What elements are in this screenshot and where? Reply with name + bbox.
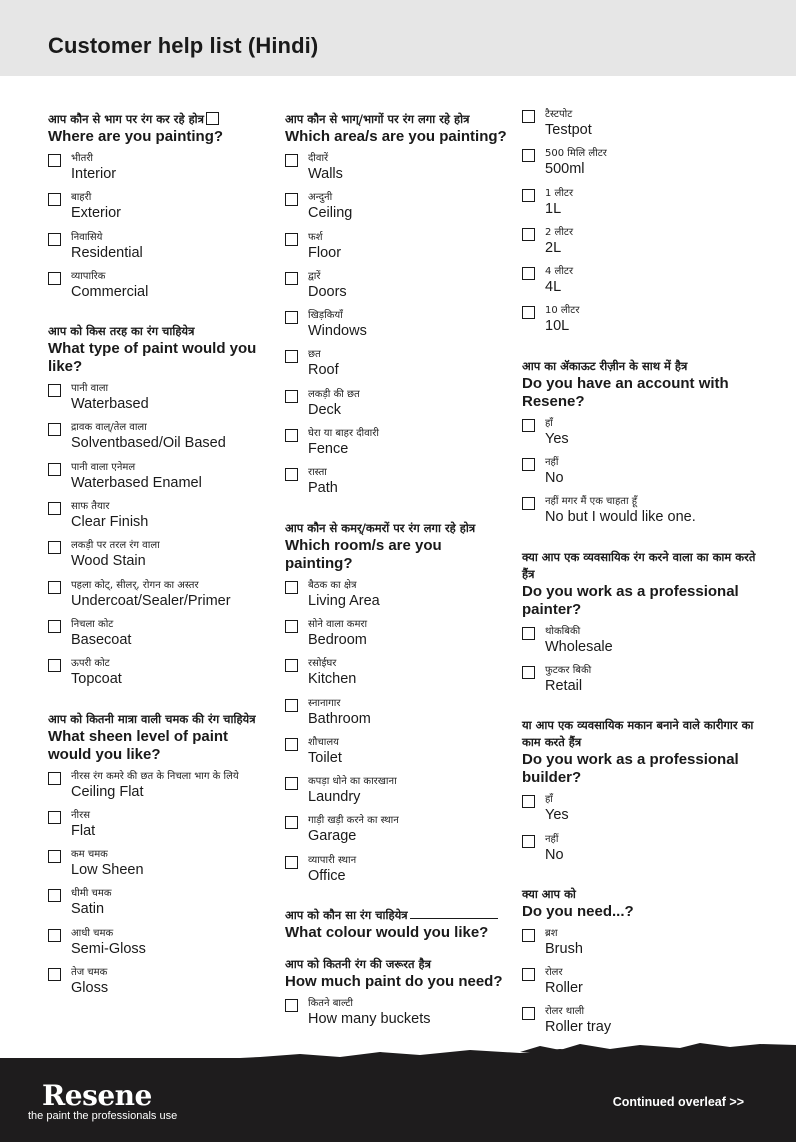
checkbox[interactable] [285, 856, 298, 869]
header-bar [0, 0, 796, 76]
question-hindi: आप कौन से कमर्/कमरों पर रंग लगा रहे होत्र [285, 520, 476, 535]
checkbox[interactable] [522, 929, 535, 942]
option-label-hindi: कम चमक [71, 849, 108, 861]
question-hindi: क्या आप को [522, 886, 576, 901]
checkbox[interactable] [48, 772, 61, 785]
checkbox[interactable] [522, 627, 535, 640]
option-label-english: Semi-Gloss [71, 940, 146, 957]
option-label-hindi: साफ तैयार [71, 501, 110, 513]
option-label-hindi: फुटकर बिकी [545, 664, 592, 676]
option-label-hindi: तेज चमक [71, 967, 108, 979]
checkbox[interactable] [522, 149, 535, 162]
option-label-hindi: द्रावक वाल्/तेल वाला [71, 422, 147, 434]
option-item[interactable] [48, 927, 273, 966]
option-label-hindi: 4 लीटर [545, 266, 574, 278]
question-section [285, 956, 510, 1036]
option-label-hindi: निचला कोट [71, 618, 114, 630]
option-item[interactable] [285, 309, 510, 348]
question-hindi: आप को कितनी रंग की जरूरत हैत्र [285, 957, 432, 972]
question-section [285, 520, 510, 893]
checkbox[interactable] [285, 738, 298, 751]
option-label-hindi: थोकबिकी [545, 625, 581, 637]
checkbox[interactable] [522, 228, 535, 241]
option-item[interactable] [48, 231, 273, 270]
option-label-hindi: रोलर [545, 967, 563, 979]
option-label-hindi: छत [308, 349, 321, 361]
question-section [522, 886, 757, 1045]
checkbox[interactable] [285, 581, 298, 594]
question-section [285, 111, 510, 506]
option-label-hindi: टैस्टपोट [545, 109, 573, 120]
option-label-hindi: कपड़ा धोने का कारखाना [308, 776, 397, 788]
option-label-english: 500ml [545, 161, 585, 178]
option-item[interactable] [522, 625, 757, 664]
checkbox[interactable] [522, 497, 535, 510]
checkbox[interactable] [48, 233, 61, 246]
checkbox[interactable] [522, 835, 535, 848]
option-item[interactable] [285, 231, 510, 270]
option-label-hindi: हाँ [545, 794, 553, 806]
checkbox[interactable] [48, 850, 61, 863]
option-label-english: Waterbased [71, 396, 149, 413]
option-label-hindi: अन्दुनी [308, 192, 333, 204]
option-item[interactable] [522, 456, 757, 495]
option-label-english: Fence [308, 441, 349, 458]
question-section [48, 111, 273, 309]
option-item[interactable] [522, 265, 757, 304]
option-label-hindi: बाहरी [71, 192, 92, 204]
option-label-hindi: 10 लीटर [545, 305, 580, 317]
checkbox[interactable] [48, 272, 61, 285]
option-label-english: Basecoat [71, 631, 132, 648]
option-label-english: Testpot [545, 122, 592, 138]
option-label-english: Toilet [308, 749, 342, 766]
option-label-english: Doors [308, 283, 347, 300]
option-label-hindi: दीवारें [308, 153, 329, 164]
page-title: Customer help list (Hindi) [48, 33, 319, 58]
option-label-english: Wholesale [545, 638, 613, 655]
checkbox[interactable] [285, 659, 298, 672]
option-item[interactable] [522, 833, 757, 872]
option-label-english: 10L [545, 318, 570, 335]
checkbox[interactable] [522, 267, 535, 280]
option-item[interactable] [48, 152, 273, 191]
option-label-hindi: पहला कोट्, सीलर्, रोगन का अस्तर [71, 579, 199, 591]
checkbox[interactable] [285, 468, 298, 481]
checkbox[interactable] [522, 189, 535, 202]
question-section [522, 358, 757, 535]
option-item[interactable] [522, 304, 757, 343]
option-label-hindi: पानी वाला एनेमल [71, 461, 136, 473]
checkbox[interactable] [285, 154, 298, 167]
question-hindi: आप को कौन सा रंग चाहियेत्र [285, 907, 510, 924]
option-item[interactable] [285, 348, 510, 387]
option-label-english: Gloss [71, 980, 109, 997]
option-item[interactable] [285, 775, 510, 814]
option-label-hindi: लकड़ी पर तरल रंग वाला [71, 540, 160, 552]
checkbox[interactable] [522, 458, 535, 471]
question-hindi: आप कौन से भाग पर रंग कर रहे होत्र [48, 111, 273, 128]
checkbox[interactable] [48, 423, 61, 436]
column-3 [522, 108, 757, 1059]
option-item[interactable] [285, 427, 510, 466]
question-english: Which area/s are you painting? [285, 128, 507, 145]
option-label-hindi: नहीं [545, 833, 559, 845]
column-2 [285, 108, 510, 1050]
option-label-hindi: शौचालय [308, 736, 339, 748]
option-item[interactable] [522, 793, 757, 832]
option-label-english: Ceiling Flat [71, 783, 144, 800]
question-hindi: आप कौन से भाग्/भागों पर रंग लगा रहे होत्र [285, 112, 470, 126]
option-item[interactable] [48, 887, 273, 926]
option-label-english: Deck [308, 401, 342, 418]
option-label-english: No [545, 846, 564, 863]
option-label-english: Walls [308, 166, 343, 182]
option-label-english: Solventbased/Oil Based [71, 435, 226, 452]
option-item[interactable] [48, 966, 273, 1005]
logo-tagline: the paint the professionals use [28, 1110, 178, 1122]
option-item[interactable] [285, 736, 510, 775]
question-section [522, 717, 757, 872]
option-item[interactable] [522, 147, 757, 186]
option-label-hindi: व्यापारी स्थान [308, 854, 357, 866]
option-label-hindi: 1 लीटर [545, 187, 574, 199]
checkbox[interactable] [48, 659, 61, 672]
question-english: Where are you painting? [48, 128, 224, 145]
option-label-hindi: रास्ता [308, 467, 327, 479]
option-label-english: Path [308, 480, 338, 497]
checkbox[interactable] [285, 699, 298, 712]
checkbox[interactable] [48, 193, 61, 206]
option-label-english: Ceiling [308, 205, 353, 222]
option-label-hindi: नीरस [71, 809, 90, 821]
question-section [285, 907, 510, 942]
checkbox[interactable] [48, 541, 61, 554]
option-label-english: Laundry [308, 789, 361, 806]
option-item[interactable] [48, 848, 273, 887]
option-item[interactable] [522, 927, 757, 966]
option-item[interactable] [48, 382, 273, 421]
option-label-english: Bedroom [308, 631, 367, 648]
checkbox[interactable] [48, 620, 61, 633]
option-item[interactable] [522, 966, 757, 1005]
checkbox[interactable] [522, 110, 535, 123]
checkbox[interactable] [285, 999, 298, 1012]
option-item[interactable] [522, 417, 757, 456]
question-section [48, 711, 273, 1006]
option-label-english: 1L [545, 200, 562, 217]
option-item[interactable] [522, 226, 757, 265]
option-label-english: Kitchen [308, 671, 357, 688]
option-item[interactable] [285, 618, 510, 657]
option-label-hindi: घेरा या बाहर दीवारी [308, 428, 379, 440]
question-english: Do you work as a professional builder? [522, 751, 739, 787]
option-label-english: Waterbased Enamel [71, 474, 202, 491]
continued-overleaf-text: Continued overleaf >> [612, 1095, 744, 1109]
option-item[interactable] [285, 270, 510, 309]
option-label-english: Clear Finish [71, 514, 149, 531]
question-english: What colour would you like? [285, 924, 489, 942]
option-label-english: Exterior [71, 205, 121, 222]
option-item[interactable] [285, 466, 510, 505]
option-label-hindi: ऊपरी कोट [71, 658, 110, 670]
checkbox[interactable] [285, 429, 298, 442]
option-item[interactable] [48, 539, 273, 578]
option-label-hindi: फर्श [308, 231, 323, 243]
option-label-english: Wood Stain [71, 553, 146, 570]
option-label-english: Roof [308, 362, 339, 379]
option-label-hindi: नहीं मगर मैं एक चाहता हूँ [545, 496, 638, 508]
question-section [522, 549, 757, 704]
option-label-hindi: व्यापारिक [71, 270, 106, 282]
option-item[interactable] [48, 500, 273, 539]
option-label-hindi: ब्रश [545, 927, 558, 939]
option-label-english: Retail [545, 677, 583, 694]
checkbox[interactable] [522, 306, 535, 319]
option-item[interactable] [285, 657, 510, 696]
option-label-english: No [545, 470, 564, 487]
option-label-english: Yes [545, 430, 569, 447]
question-english: Do you need...? [522, 902, 634, 920]
option-item[interactable] [48, 579, 273, 618]
option-item[interactable] [48, 270, 273, 309]
option-item[interactable] [48, 770, 273, 809]
option-item[interactable] [522, 187, 757, 226]
checkbox[interactable] [48, 154, 61, 167]
option-label-hindi: आधी चमक [71, 927, 114, 939]
option-label-english: 4L [545, 279, 562, 296]
option-item[interactable] [48, 657, 273, 696]
question-hindi: आप का ॲकाऊट रीज़ीन के साथ में हैत्र [522, 358, 688, 373]
checkbox[interactable] [522, 968, 535, 981]
checkbox[interactable] [285, 272, 298, 285]
option-label-hindi: 2 लीटर [545, 226, 574, 238]
checkbox[interactable] [285, 350, 298, 363]
checkbox[interactable] [522, 666, 535, 679]
question-section [522, 108, 757, 344]
checkbox[interactable] [48, 463, 61, 476]
question-english: What type of paint would you like? [48, 340, 257, 376]
checkbox[interactable] [48, 889, 61, 902]
option-label-hindi: हाँ [545, 417, 553, 429]
checkbox[interactable] [285, 233, 298, 246]
option-item[interactable] [522, 1005, 757, 1044]
option-item[interactable] [285, 388, 510, 427]
option-label-english: Commercial [71, 283, 149, 300]
option-label-english: How many buckets [308, 1011, 431, 1028]
option-label-english: Flat [71, 822, 96, 839]
option-label-hindi: स्नानागार [308, 697, 341, 709]
option-label-english: Undercoat/Sealer/Primer [71, 592, 231, 609]
option-label-english: Interior [71, 166, 117, 182]
option-label-hindi: रोलर थाली [545, 1006, 585, 1018]
option-item[interactable] [285, 814, 510, 853]
option-item[interactable] [285, 697, 510, 736]
option-label-hindi: पानी वाला [71, 383, 109, 395]
checkbox[interactable] [48, 384, 61, 397]
checkbox[interactable] [48, 811, 61, 824]
checkbox[interactable] [48, 502, 61, 515]
question-english: Do you have an account with Resene? [522, 374, 729, 410]
question-hindi: क्या आप एक व्यवसायिक रंग करने वाला का काम करते हैंत्र [522, 549, 756, 581]
option-label-english: Bathroom [308, 710, 371, 727]
question-section [48, 323, 273, 696]
option-label-hindi: नहीं [545, 457, 559, 469]
question-hindi: आप को कितनी मात्रा वाली चमक की रंग चाहियेत्र [48, 711, 256, 726]
checkbox[interactable] [48, 581, 61, 594]
checkbox[interactable] [285, 193, 298, 206]
option-label-hindi: खिड़कियाँ [308, 310, 343, 322]
question-hindi: आप को किस तरह का रंग चाहियेत्र [48, 324, 195, 339]
option-item[interactable] [522, 495, 757, 534]
option-label-hindi: सोने वाला कमरा [308, 618, 368, 630]
option-label-english: Garage [308, 828, 357, 845]
option-item[interactable] [285, 152, 510, 191]
option-label-english: Windows [308, 323, 367, 340]
question-english: Which room/s are you painting? [285, 536, 442, 572]
option-item[interactable] [48, 191, 273, 230]
question-english: What sheen level of paint would you like? [48, 727, 229, 763]
checkbox[interactable] [522, 1007, 535, 1020]
checkbox[interactable] [522, 419, 535, 432]
checkbox[interactable] [285, 777, 298, 790]
option-item[interactable] [48, 461, 273, 500]
option-label-hindi: नीरस रंग कमरे की छत के निचला भाग के लिये [71, 770, 239, 782]
option-item[interactable] [285, 854, 510, 893]
option-label-english: Floor [308, 244, 342, 261]
checkbox[interactable] [48, 929, 61, 942]
option-label-hindi: लकड़ी की छत [308, 388, 360, 400]
option-item[interactable] [285, 579, 510, 618]
option-label-english: Roller [545, 980, 583, 997]
option-label-hindi: भीतरी [71, 153, 93, 164]
option-label-english: No but I would like one. [545, 509, 696, 526]
option-label-english: Office [308, 867, 346, 884]
option-label-hindi: कितने बाल्टी [308, 998, 353, 1010]
checkbox[interactable] [285, 311, 298, 324]
column-1 [48, 108, 273, 1019]
option-label-english: Brush [545, 940, 583, 957]
checkbox[interactable] [285, 620, 298, 633]
question-english: How much paint do you need? [285, 973, 503, 991]
option-label-hindi: द्वारें [308, 270, 321, 282]
checkbox[interactable] [285, 390, 298, 403]
question-hindi: या आप एक व्यवसायिक मकान बनाने वाले कारीगार का काम करते हैंत्र [522, 718, 754, 750]
resene-logo: Resene [42, 1079, 152, 1112]
option-label-english: Living Area [308, 592, 380, 609]
option-label-english: Low Sheen [71, 862, 144, 879]
option-item[interactable] [48, 421, 273, 460]
option-item[interactable] [48, 809, 273, 848]
option-item[interactable] [285, 997, 510, 1036]
option-label-english: Topcoat [71, 671, 122, 688]
option-label-english: Residential [71, 244, 143, 261]
option-label-english: Yes [545, 807, 569, 824]
option-label-hindi: गाड़ी खड़ी करने का स्थान [308, 815, 399, 827]
option-label-english: Satin [71, 901, 105, 918]
checkbox[interactable] [48, 968, 61, 981]
option-item[interactable] [522, 664, 757, 703]
option-label-english: 2L [545, 239, 562, 256]
option-label-english: Roller tray [545, 1019, 612, 1036]
option-item[interactable] [285, 191, 510, 230]
option-label-hindi: निवासिये [71, 231, 103, 243]
option-label-hindi: 500 मिलि लीटर [545, 148, 607, 160]
option-label-hindi: बैठक का क्षेत्र [308, 579, 357, 591]
option-item[interactable] [48, 618, 273, 657]
option-label-hindi: धीमी चमक [71, 888, 112, 900]
question-english: Do you work as a professional painter? [522, 582, 739, 618]
option-label-hindi: रसोईघर [308, 658, 337, 670]
checkbox[interactable] [285, 816, 298, 829]
option-item[interactable] [522, 108, 757, 147]
checkbox[interactable] [522, 795, 535, 808]
